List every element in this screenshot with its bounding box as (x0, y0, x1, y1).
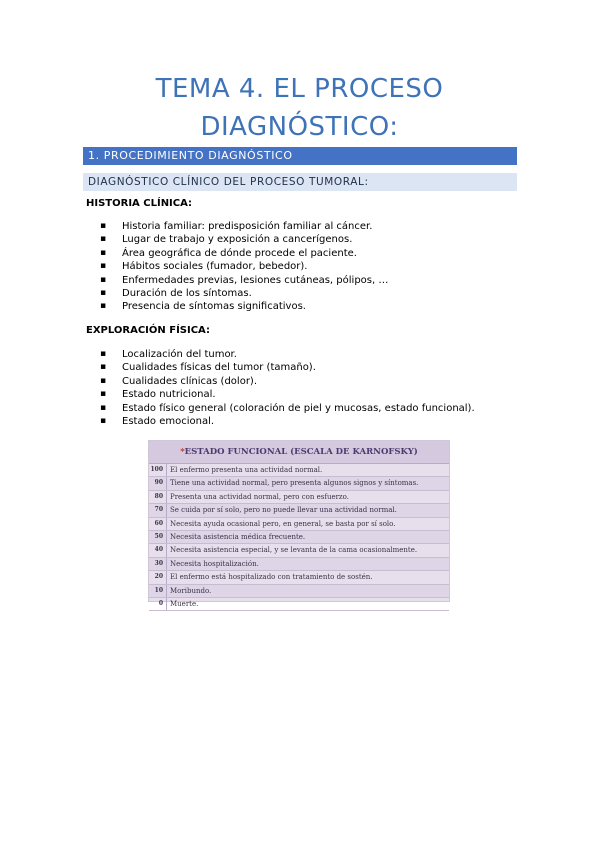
description-cell: Necesita asistencia especial, y se levanta de la cama ocasionalmente. (170, 546, 418, 555)
list-item: ▪ Enfermedades previas, lesiones cutáneas, pólipos, … (100, 274, 388, 287)
score-cell: 10 (149, 585, 167, 597)
table-row (149, 464, 449, 477)
description-cell: Presenta una actividad normal, pero con esfuerzo. (170, 492, 349, 501)
list-item: ▪ Estado emocional. (100, 415, 475, 428)
description-cell: Muerte. (170, 599, 199, 608)
description-cell: Moribundo. (170, 586, 212, 595)
list-item: ▪ Estado físico general (coloración de piel y mucosas, estado funcional). (100, 402, 475, 415)
score-cell: 80 (149, 491, 167, 503)
score-cell: 100 (149, 464, 167, 476)
list-item: ▪ Hábitos sociales (fumador, bebedor). (100, 260, 388, 273)
list-item: ▪ Historia familiar: predisposición familiar al cáncer. (100, 220, 388, 233)
exploracion-heading: EXPLORACIÓN FÍSICA: (86, 325, 210, 336)
asterisk: * (180, 447, 185, 457)
karnofsky-table-title (149, 441, 449, 464)
section-heading: 1. PROCEDIMIENTO DIAGNÓSTICO (83, 147, 517, 165)
historia-list (100, 220, 388, 314)
table-row (149, 544, 449, 557)
list-item: ▪ Localización del tumor. (100, 348, 475, 361)
page-title (0, 70, 599, 146)
table-row (149, 477, 449, 490)
table-row (149, 504, 449, 517)
score-cell: 40 (149, 544, 167, 556)
table-row (149, 558, 449, 571)
score-cell: 50 (149, 531, 167, 543)
score-cell: 20 (149, 571, 167, 583)
historia-heading: HISTORIA CLÍNICA: (86, 198, 193, 209)
score-cell: 70 (149, 504, 167, 516)
description-cell: El enfermo está hospitalizado con tratamiento de sostén. (170, 573, 373, 582)
table-row (149, 598, 449, 611)
description-cell: El enfermo presenta una actividad normal. (170, 466, 323, 474)
list-item: ▪ Cualidades clínicas (dolor). (100, 375, 475, 388)
table-row (149, 518, 449, 531)
table-row (149, 531, 449, 544)
title-line-2: DIAGNÓSTICO: (200, 112, 399, 142)
score-cell: 90 (149, 477, 167, 489)
description-cell: Necesita hospitalización. (170, 559, 259, 568)
description-cell: Necesita ayuda ocasional pero, en general, se basta por sí solo. (170, 519, 396, 528)
list-item: ▪ Duración de los síntomas. (100, 287, 388, 300)
list-item: ▪ Presencia de síntomas significativos. (100, 300, 388, 313)
subsection-heading: DIAGNÓSTICO CLÍNICO DEL PROCESO TUMORAL: (83, 173, 517, 191)
list-item: ▪ Área geográfica de dónde procede el paciente. (100, 247, 388, 260)
description-cell: Tiene una actividad normal, pero presenta algunos signos y síntomas. (170, 479, 419, 488)
score-cell: 0 (149, 598, 167, 610)
description-cell: Necesita asistencia médica frecuente. (170, 532, 306, 541)
table-row (149, 491, 449, 504)
table-row (149, 585, 449, 598)
karnofsky-rows (149, 464, 449, 611)
list-item: ▪ Cualidades físicas del tumor (tamaño). (100, 361, 475, 374)
karnofsky-title-text: ESTADO FUNCIONAL (ESCALA DE KARNOFSKY) (184, 447, 418, 457)
title-line-1: TEMA 4. EL PROCESO (155, 74, 444, 104)
exploracion-list (100, 348, 475, 428)
table-row (149, 571, 449, 584)
karnofsky-table (148, 440, 450, 608)
list-item: ▪ Lugar de trabajo y exposición a cancerígenos. (100, 233, 388, 246)
score-cell: 60 (149, 518, 167, 530)
list-item: ▪ Estado nutricional. (100, 388, 475, 401)
description-cell: Se cuida por sí solo, pero no puede llevar una actividad normal. (170, 506, 397, 515)
score-cell: 30 (149, 558, 167, 570)
